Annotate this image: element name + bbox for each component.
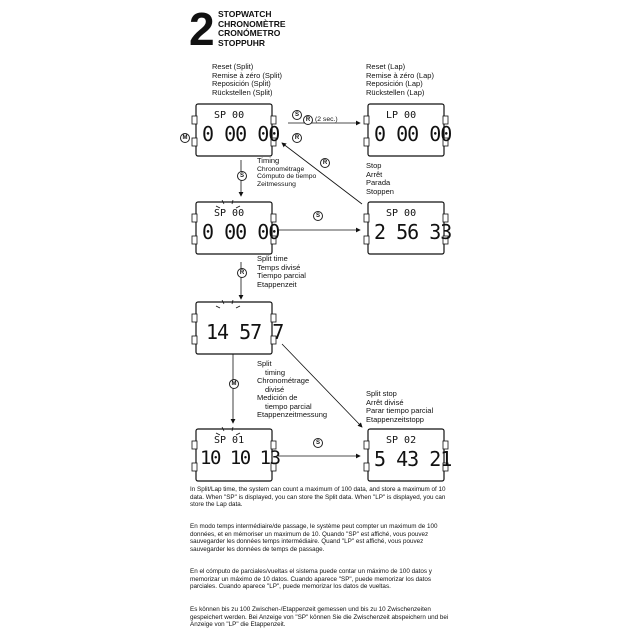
m-button-icon[interactable]: M bbox=[229, 379, 239, 389]
label-line: Chronométrage bbox=[257, 376, 310, 385]
watch-display-stop bbox=[362, 200, 462, 260]
display-top: SP 00 bbox=[386, 208, 417, 219]
label-line: Zeitmessung bbox=[257, 180, 296, 188]
watch-display-reset-split bbox=[190, 102, 290, 162]
label-line: Medición de bbox=[257, 393, 298, 402]
label-line: Remise à zéro (Split) bbox=[212, 70, 283, 80]
m-button-icon[interactable]: M bbox=[180, 133, 190, 143]
label-line: Timing bbox=[257, 156, 280, 165]
watch-display-split-timing bbox=[190, 427, 290, 487]
label-line: Tiempo parcial bbox=[257, 271, 306, 280]
label-line: Chronométrage bbox=[257, 165, 305, 173]
label-line: Parar tiempo parcial bbox=[366, 406, 434, 415]
label-line: Temps divisé bbox=[257, 262, 301, 272]
display-top: SP 02 bbox=[386, 435, 417, 446]
label-line: Reset (Lap) bbox=[366, 62, 406, 71]
display-top: SP 00 bbox=[214, 110, 245, 121]
s-button-icon[interactable]: S bbox=[292, 110, 302, 120]
label-line: Reposición (Lap) bbox=[366, 79, 423, 88]
title-en: STOPWATCH bbox=[218, 9, 272, 19]
r-button-icon[interactable]: R bbox=[303, 115, 313, 125]
label-line: Rückstellen (Lap) bbox=[366, 87, 425, 97]
label-line: Cómputo de tiempo bbox=[257, 173, 317, 180]
label-split-stop bbox=[366, 390, 433, 424]
watch-display-timing bbox=[190, 200, 290, 260]
title-de: STOPPUHR bbox=[218, 37, 266, 48]
title-es: CRONÓMETRO bbox=[218, 28, 281, 38]
display-main: 10 10 13 bbox=[200, 447, 280, 469]
r-button-icon[interactable]: R bbox=[292, 133, 302, 143]
label-line: Stoppen bbox=[366, 186, 394, 196]
label-line: Stop bbox=[366, 161, 382, 170]
paragraph-fr: En modo temps intermédiaire/de passage, le système peut compter un maximum de 100 données, et en mémoriser un maximum de 10. Quando "SP" est affiché, vous pouvez sauvegarder les données temps intermédiaire. Quand "LP" est affiché, vous pouvez sauvegarder les données de temps de passage. bbox=[190, 523, 438, 553]
display-main: 0 00 00 bbox=[202, 122, 280, 146]
label-line: Split stop bbox=[366, 389, 397, 398]
display-top: LP 00 bbox=[386, 110, 417, 121]
paragraph-de: Es können bis zu 100 Zwischen-/Etappenzeit gemessen und bis zu 10 Zwischenzeiten gespeichert werden. Bei Anzeige von "SP" können Sie die Zwischenzeit abspeichern und bei Anzeige von "LP" die Etappenzeit. bbox=[190, 606, 449, 629]
label-stop bbox=[366, 162, 394, 196]
label-split-timing bbox=[257, 360, 327, 420]
display-top: SP 01 bbox=[214, 435, 245, 446]
label-line: Etappenzeitmessung bbox=[257, 410, 328, 419]
label-line: tiempo parcial bbox=[265, 401, 312, 411]
s-button-icon[interactable]: S bbox=[313, 211, 323, 221]
display-top: SP 00 bbox=[214, 208, 245, 219]
label-line: Reposición (Split) bbox=[212, 79, 271, 88]
display-main: 14 57 7 bbox=[206, 320, 284, 344]
watch-display-split-time bbox=[190, 300, 290, 360]
display-main: 5 43 21 bbox=[374, 447, 452, 471]
label-timing bbox=[257, 157, 316, 188]
paragraph-en: In Split/Lap time, the system can count a maximum of 100 data, and store a maximum of 10 data. When "SP" is displayed, you can store the Split data. When "LP" is displayed, you can store the Lap data. bbox=[190, 486, 446, 509]
label-line: Parada bbox=[366, 178, 391, 187]
watch-display-reset-lap bbox=[362, 102, 462, 162]
label-2sec: (2 sec.) bbox=[315, 116, 338, 123]
s-button-icon[interactable]: S bbox=[237, 171, 247, 181]
label-line: Etappenzeitstopp bbox=[366, 414, 424, 424]
display-main: 2 56 33 bbox=[374, 220, 452, 244]
label-reset-lap bbox=[366, 63, 434, 97]
label-line: Split bbox=[257, 359, 272, 368]
display-main: 0 00 00 bbox=[374, 122, 452, 146]
label-line: Rückstellen (Split) bbox=[212, 87, 273, 97]
label-split-time bbox=[257, 255, 306, 289]
watch-display-split-stop bbox=[362, 427, 462, 487]
label-line: divisé bbox=[265, 384, 285, 394]
label-line: Reset (Split) bbox=[212, 62, 254, 71]
label-line: Etappenzeit bbox=[257, 279, 297, 289]
label-line: Arrêt divisé bbox=[366, 397, 404, 407]
section-number: 2 bbox=[189, 3, 215, 55]
display-main: 0 00 00 bbox=[202, 220, 280, 244]
label-line: Remise à zéro (Lap) bbox=[366, 70, 434, 80]
r-button-icon[interactable]: R bbox=[237, 268, 247, 278]
s-button-icon[interactable]: S bbox=[313, 438, 323, 448]
label-line: Split time bbox=[257, 254, 288, 263]
paragraph-es: En el cómputo de parciales/vueltas el sistema puede contar un máximo de 100 datos y memorizar un máximo de 10 datos. Cuando aparece "SP", puede memorizar los datos parciales. Cuando aparece "LP", puede memorizar los datos de vueltas. bbox=[190, 568, 432, 591]
r-button-icon[interactable]: R bbox=[320, 158, 330, 168]
label-line: Arrêt bbox=[366, 169, 383, 179]
title-fr: CHRONOMÈTRE bbox=[218, 18, 286, 29]
label-line: timing bbox=[265, 367, 286, 377]
label-reset-split bbox=[212, 63, 282, 97]
